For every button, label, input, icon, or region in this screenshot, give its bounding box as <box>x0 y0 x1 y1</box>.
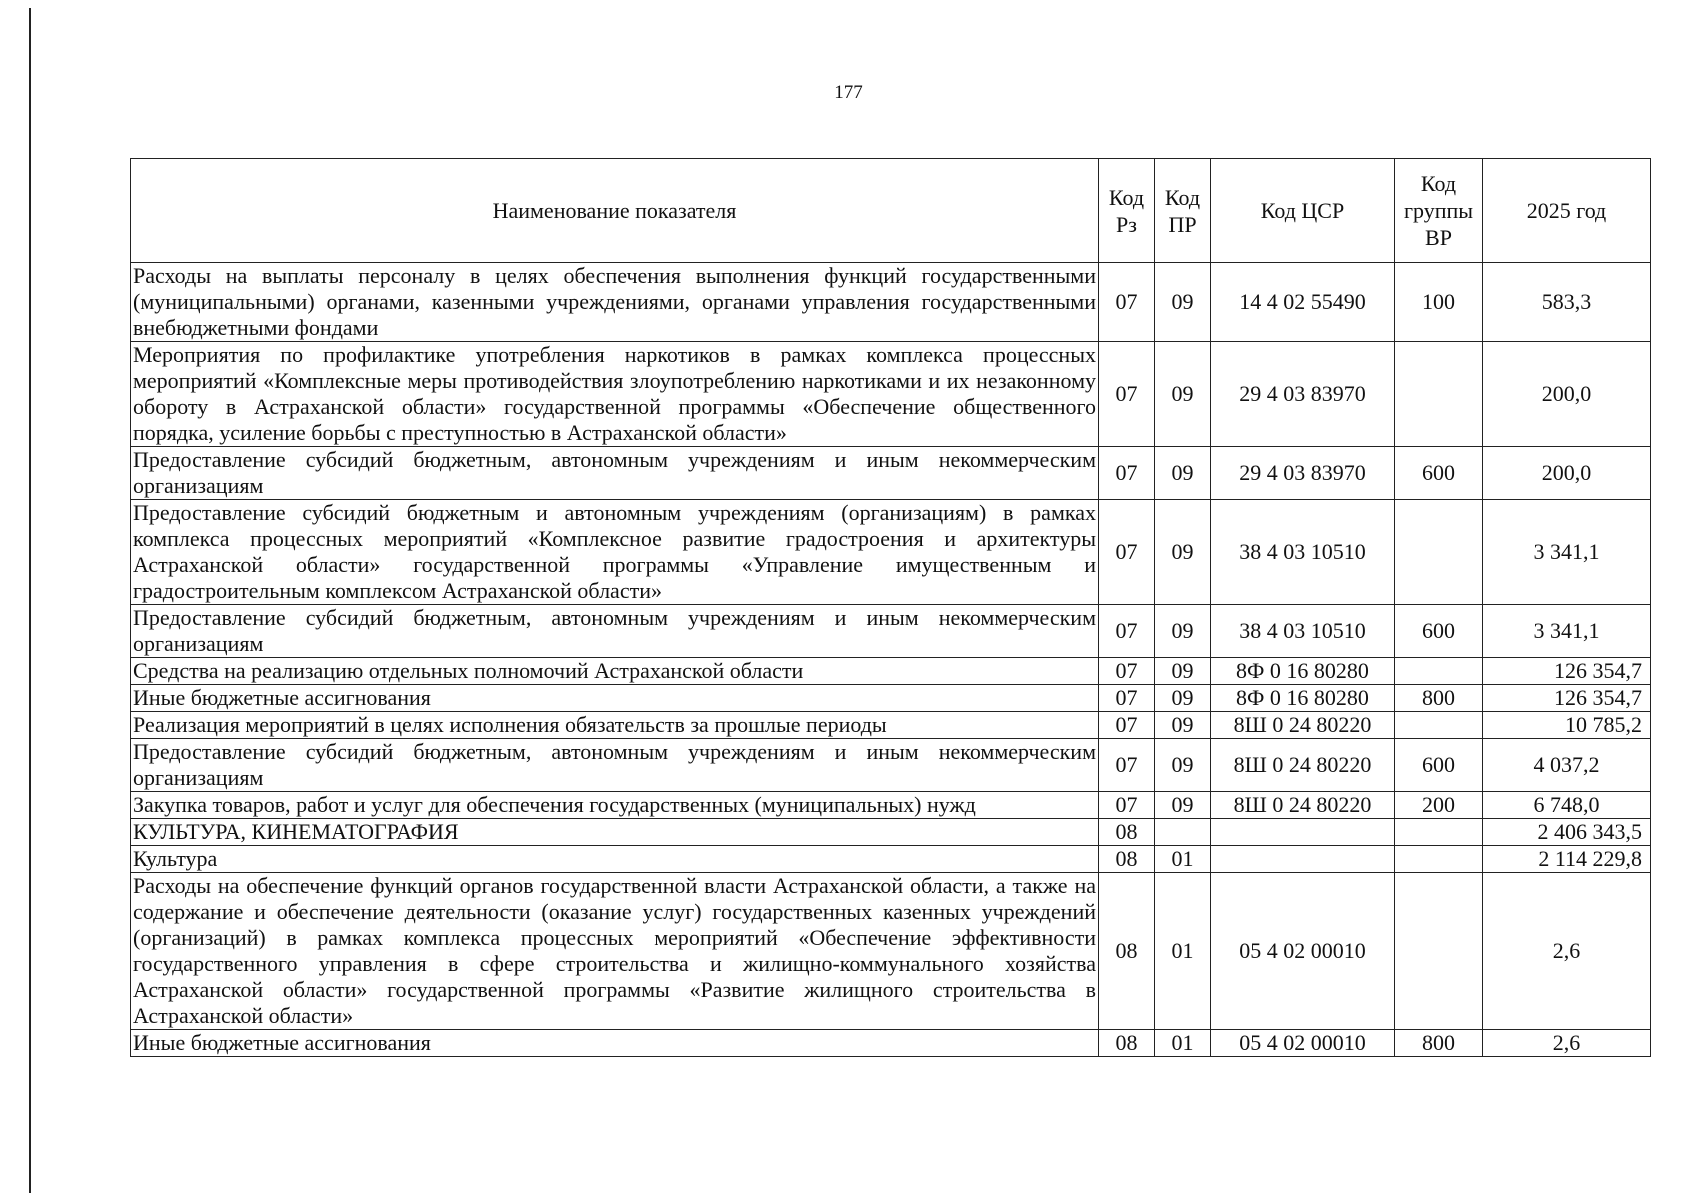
row-name: Реализация мероприятий в целях исполнения обязательств за прошлые периоды <box>131 712 1099 739</box>
row-vr: 800 <box>1395 1030 1483 1057</box>
row-amount: 6 748,0 <box>1483 792 1651 819</box>
row-rz: 07 <box>1099 739 1155 792</box>
header-csr: Код ЦСР <box>1211 159 1395 263</box>
row-name: Культура <box>131 846 1099 873</box>
row-name: Иные бюджетные ассигнования <box>131 685 1099 712</box>
row-rz: 07 <box>1099 685 1155 712</box>
row-csr: 38 4 03 10510 <box>1211 500 1395 605</box>
row-pr: 09 <box>1155 342 1211 447</box>
row-pr: 01 <box>1155 846 1211 873</box>
row-name: Предоставление субсидий бюджетным, автономным учреждениям и иным некоммерческим организациям <box>131 447 1099 500</box>
binding-margin-line <box>29 8 31 1193</box>
row-amount: 4 037,2 <box>1483 739 1651 792</box>
row-csr: 8Ш 0 24 80220 <box>1211 792 1395 819</box>
row-amount: 583,3 <box>1483 263 1651 342</box>
row-csr: 8Ш 0 24 80220 <box>1211 712 1395 739</box>
budget-table <box>130 158 1651 1057</box>
row-vr <box>1395 819 1483 846</box>
header-rz: Код Рз <box>1099 159 1155 263</box>
row-amount: 2 114 229,8 <box>1483 846 1651 873</box>
table-row <box>131 605 1651 658</box>
row-pr: 09 <box>1155 685 1211 712</box>
row-amount: 126 354,7 <box>1483 685 1651 712</box>
row-vr: 600 <box>1395 447 1483 500</box>
header-pr: Код ПР <box>1155 159 1211 263</box>
row-name: Предоставление субсидий бюджетным, автономным учреждениям и иным некоммерческим организациям <box>131 605 1099 658</box>
page-number: 177 <box>834 82 863 103</box>
table-row <box>131 658 1651 685</box>
row-amount: 10 785,2 <box>1483 712 1651 739</box>
row-vr <box>1395 873 1483 1030</box>
header-year: 2025 год <box>1483 159 1651 263</box>
row-csr: 14 4 02 55490 <box>1211 263 1395 342</box>
row-vr: 600 <box>1395 739 1483 792</box>
row-pr: 01 <box>1155 873 1211 1030</box>
row-name: Расходы на обеспечение функций органов государственной власти Астраханской области, а также на содержание и обеспечение деятельности (оказание услуг) государственных казенных учреждений (организаций) в рамках комплекса процессных мероприятий «Обеспечение эффективности государственного управления в сфере строительства и жилищно-коммунального хозяйства Астраханской области» государственной программы «Развитие жилищного строительства в Астраханской области» <box>131 873 1099 1030</box>
row-name: Расходы на выплаты персоналу в целях обеспечения выполнения функций государственными (муниципальными) органами, казенными учреждениями, органами управления государственными внебюджетными фондами <box>131 263 1099 342</box>
row-csr <box>1211 846 1395 873</box>
row-rz: 08 <box>1099 873 1155 1030</box>
row-pr: 09 <box>1155 500 1211 605</box>
table-row <box>131 1030 1651 1057</box>
row-rz: 07 <box>1099 263 1155 342</box>
row-amount: 3 341,1 <box>1483 500 1651 605</box>
row-pr: 01 <box>1155 1030 1211 1057</box>
row-name: КУЛЬТУРА, КИНЕМАТОГРАФИЯ <box>131 819 1099 846</box>
table-row <box>131 685 1651 712</box>
row-amount: 2,6 <box>1483 1030 1651 1057</box>
table-row <box>131 792 1651 819</box>
row-csr <box>1211 819 1395 846</box>
row-name: Иные бюджетные ассигнования <box>131 1030 1099 1057</box>
row-rz: 08 <box>1099 819 1155 846</box>
row-csr: 29 4 03 83970 <box>1211 447 1395 500</box>
row-name: Закупка товаров, работ и услуг для обеспечения государственных (муниципальных) нужд <box>131 792 1099 819</box>
row-rz: 07 <box>1099 792 1155 819</box>
row-rz: 08 <box>1099 846 1155 873</box>
row-amount: 200,0 <box>1483 447 1651 500</box>
table-row <box>131 873 1651 1030</box>
row-pr: 09 <box>1155 447 1211 500</box>
row-vr <box>1395 846 1483 873</box>
row-rz: 07 <box>1099 712 1155 739</box>
row-rz: 07 <box>1099 342 1155 447</box>
row-amount: 2,6 <box>1483 873 1651 1030</box>
row-rz: 07 <box>1099 500 1155 605</box>
row-vr: 200 <box>1395 792 1483 819</box>
row-csr: 05 4 02 00010 <box>1211 1030 1395 1057</box>
table-header-row <box>131 159 1651 263</box>
row-amount: 126 354,7 <box>1483 658 1651 685</box>
row-vr: 600 <box>1395 605 1483 658</box>
row-rz: 07 <box>1099 605 1155 658</box>
row-csr: 8Ф 0 16 80280 <box>1211 685 1395 712</box>
table-row <box>131 846 1651 873</box>
table-row <box>131 500 1651 605</box>
table-row <box>131 342 1651 447</box>
row-pr: 09 <box>1155 658 1211 685</box>
row-pr: 09 <box>1155 605 1211 658</box>
table-row <box>131 712 1651 739</box>
row-vr <box>1395 658 1483 685</box>
row-vr <box>1395 342 1483 447</box>
row-csr: 8Ш 0 24 80220 <box>1211 739 1395 792</box>
row-name: Мероприятия по профилактике употребления наркотиков в рамках комплекса процессных мероприятий «Комплексные меры противодействия злоупотреблению наркотиками и их незаконному обороту в Астраханской области» государственной программы «Обеспечение общественного порядка, усиление борьбы с преступностью в Астраханской области» <box>131 342 1099 447</box>
table-row <box>131 819 1651 846</box>
row-vr <box>1395 500 1483 605</box>
row-amount: 3 341,1 <box>1483 605 1651 658</box>
row-csr: 29 4 03 83970 <box>1211 342 1395 447</box>
row-csr: 8Ф 0 16 80280 <box>1211 658 1395 685</box>
header-vr: Код группы ВР <box>1395 159 1483 263</box>
row-csr: 38 4 03 10510 <box>1211 605 1395 658</box>
table-row <box>131 447 1651 500</box>
row-pr: 09 <box>1155 792 1211 819</box>
row-name: Предоставление субсидий бюджетным, автономным учреждениям и иным некоммерческим организациям <box>131 739 1099 792</box>
row-pr: 09 <box>1155 263 1211 342</box>
row-pr: 09 <box>1155 739 1211 792</box>
table-row <box>131 263 1651 342</box>
row-amount: 200,0 <box>1483 342 1651 447</box>
row-name: Средства на реализацию отдельных полномочий Астраханской области <box>131 658 1099 685</box>
table-row <box>131 739 1651 792</box>
row-vr <box>1395 712 1483 739</box>
row-vr: 800 <box>1395 685 1483 712</box>
row-csr: 05 4 02 00010 <box>1211 873 1395 1030</box>
row-rz: 08 <box>1099 1030 1155 1057</box>
row-pr <box>1155 819 1211 846</box>
row-rz: 07 <box>1099 658 1155 685</box>
header-name: Наименование показателя <box>131 159 1099 263</box>
row-vr: 100 <box>1395 263 1483 342</box>
row-pr: 09 <box>1155 712 1211 739</box>
row-rz: 07 <box>1099 447 1155 500</box>
row-name: Предоставление субсидий бюджетным и автономным учреждениям (организациям) в рамках комплекса процессных мероприятий «Комплексное развитие градостроения и архитектуры Астраханской области» государственной программы «Управление имущественным и градостроительным комплексом Астраханской области» <box>131 500 1099 605</box>
row-amount: 2 406 343,5 <box>1483 819 1651 846</box>
